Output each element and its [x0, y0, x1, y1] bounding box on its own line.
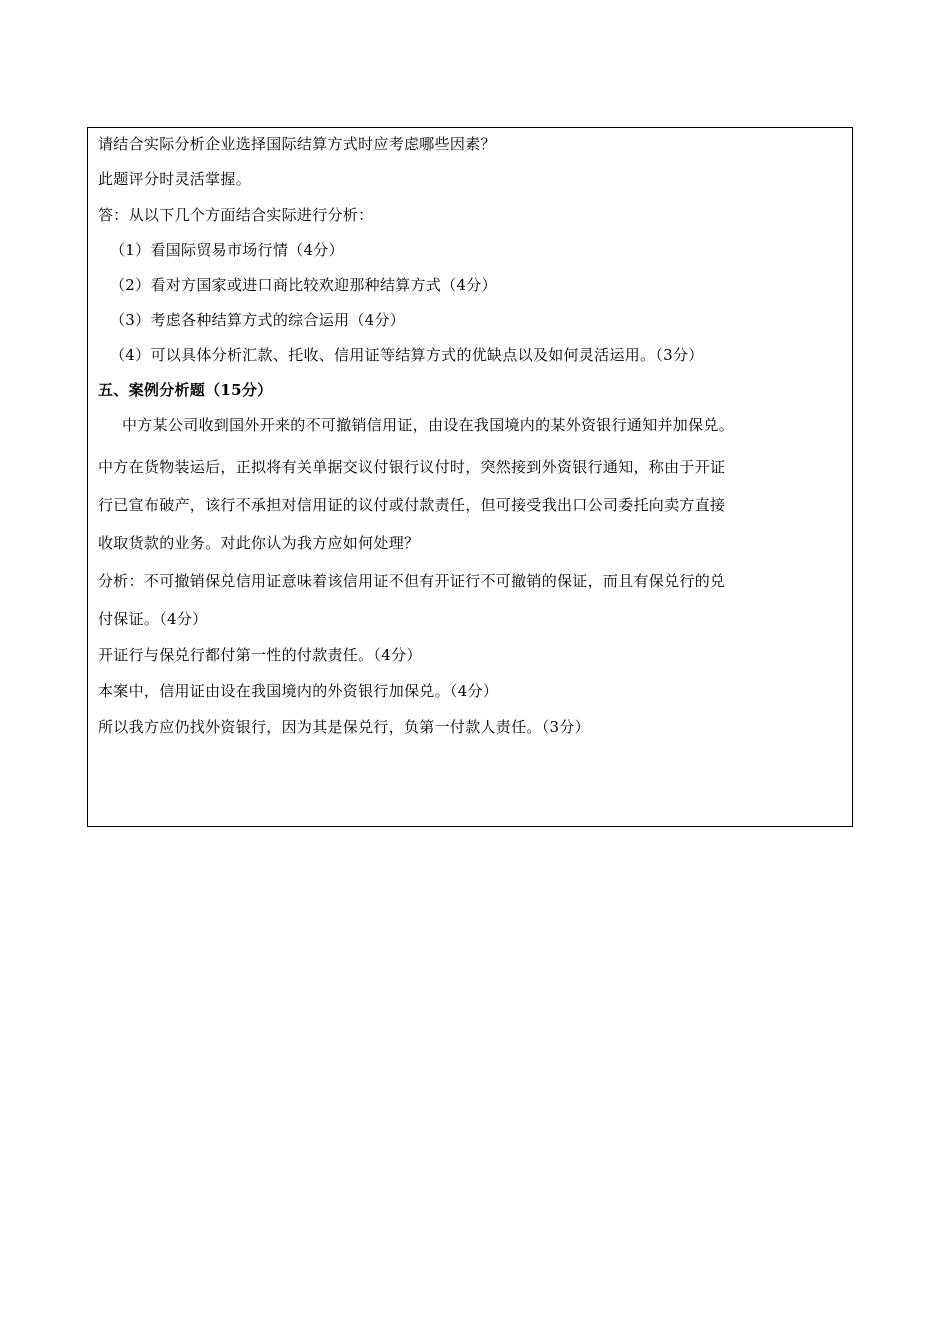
case-paragraph-line-3: 行已宣布破产，该行不承担对信用证的议付或付款责任，但可接受我出口公司委托向卖方直接 [98, 496, 726, 514]
answer-point-4: （4）可以具体分析汇款、托收、信用证等结算方式的优缺点以及如何灵活运用。（3分） [110, 346, 704, 364]
question-text: 请结合实际分析企业选择国际结算方式时应考虑哪些因素？ [98, 135, 496, 153]
answer-point-1: （1）看国际贸易市场行情（4分） [110, 241, 344, 259]
answer-point-2: （2）看对方国家或进口商比较欢迎那种结算方式（4分） [110, 276, 497, 294]
answer-point-3: （3）考虑各种结算方式的综合运用（4分） [110, 311, 406, 329]
case-paragraph-line-1: 中方某公司收到国外开来的不可撤销信用证，由设在我国境内的某外资银行通知并加保兑。 [122, 416, 735, 434]
analysis-line-1: 分析：不可撤销保兑信用证意味着该信用证不但有开证行不可撤销的保证，而且有保兑行的兑 [98, 572, 726, 590]
analysis-line-2: 付保证。（4分） [98, 610, 208, 628]
analysis-line-5: 所以我方应仍找外资银行，因为其是保兑行，负第一付款人责任。（3分） [98, 718, 590, 736]
analysis-line-3: 开证行与保兑行都付第一性的付款责任。（4分） [98, 646, 422, 664]
answer-box [87, 127, 853, 827]
answer-intro: 答：从以下几个方面结合实际进行分析： [98, 206, 374, 224]
grading-note: 此题评分时灵活掌握。 [98, 170, 252, 188]
case-paragraph-line-4: 收取货款的业务。对此你认为我方应如何处理？ [98, 534, 420, 552]
section-heading: 五、案例分析题（15分） [98, 381, 273, 399]
case-paragraph-line-2: 中方在货物装运后，正拟将有关单据交议付银行议付时，突然接到外资银行通知，称由于开证 [98, 458, 726, 476]
analysis-line-4: 本案中，信用证由设在我国境内的外资银行加保兑。（4分） [98, 682, 499, 700]
